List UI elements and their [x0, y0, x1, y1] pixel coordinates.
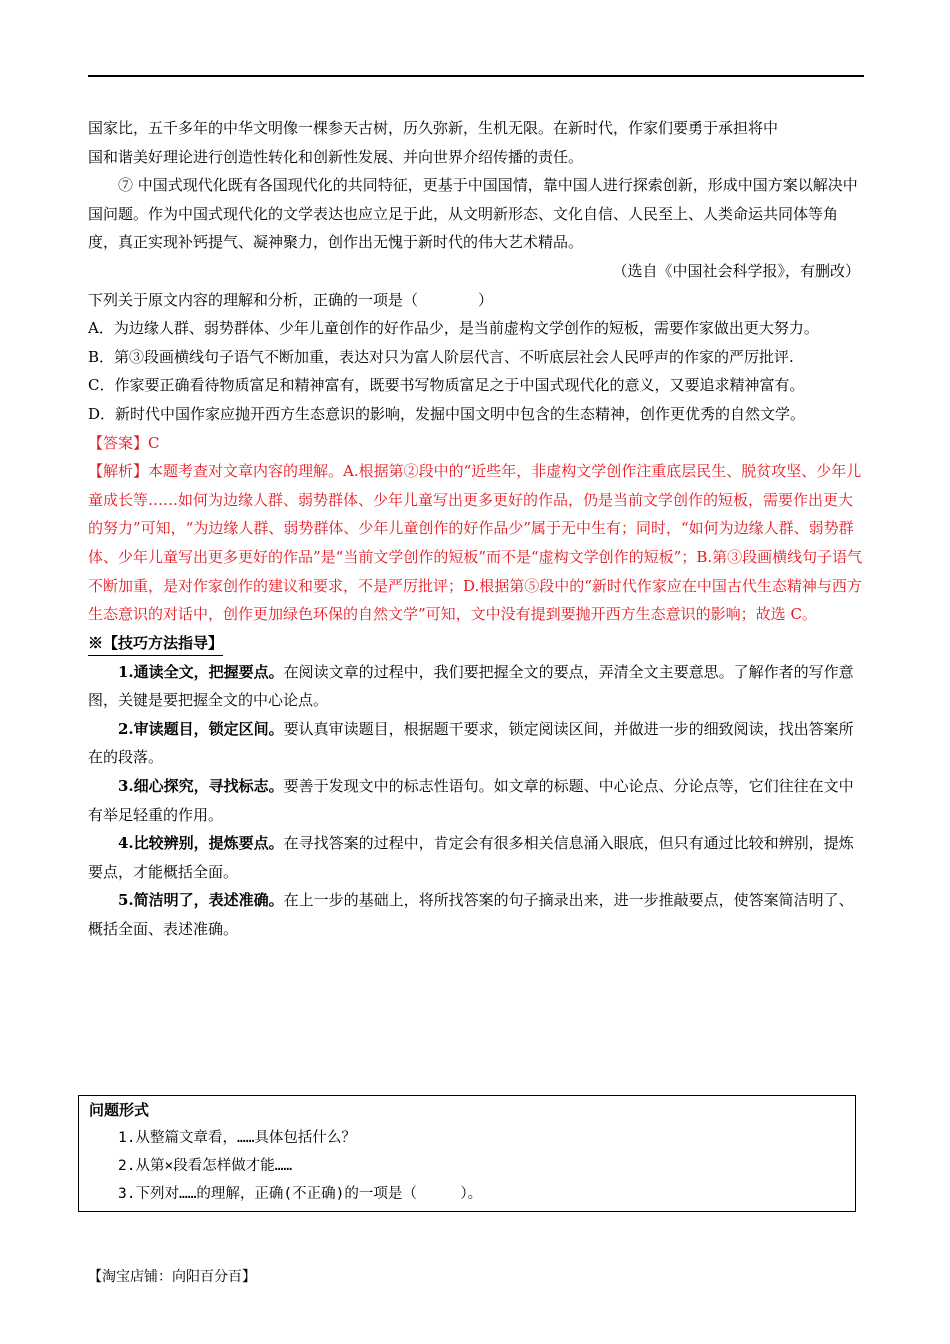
- passage-paragraph-7: ⑦ 中国式现代化既有各国现代化的共同特征，更基于中国国情，靠中国人进行探索创新，形成中国方案以解决中国问题。作为中国式现代化的文学表达也应立足于此，从文明新形态、文化自信、人民至上、人类命运共同体等角度，真正实现补钙提气、凝神聚力，创作出无愧于新时代的伟大艺术精品。: [88, 176, 858, 252]
- footer-shop-label: 【淘宝店铺：向阳百分百】: [88, 1269, 256, 1285]
- passage-line-2: 国和谐美好理论进行创造性转化和创新性发展、并向世界介绍传播的责任。: [88, 147, 584, 166]
- analysis-text: 本题考查对文章内容的理解。A.根据第②段中的“近些年，非虚构文学创作注重底层民生、脱贫攻坚、少年儿童成长等……如何为边缘人群、弱势群体、少年儿童写出更多更好的作品，仍是当前文学创作的短板，需要作出更大的努力”可知，“为边缘人群、弱势群体、少年儿童创作的好作品少”属于无中生有；同时，“如何为边缘人群、弱势群体、少年儿童写出更多更好的作品”是“当前文学创作的短板”而不是“虚构文学创作的短板”；B.第③段画横线句子语气不断加重，是对作家创作的建议和要求，不是严厉批评；D.根据第⑤段中的“新时代作家应在中国古代生态精神与西方生态意识的对话中，创作更加绿色环保的自然文学”可知，文中没有提到要抛开西方生态意识的影响；故选 C。: [88, 462, 863, 624]
- question-forms-box: [78, 1095, 856, 1212]
- analysis-label: 【解析】: [88, 462, 149, 481]
- tip-title: 3.细心探究，寻找标志。: [118, 777, 284, 796]
- tip-title: 4.比较辨别，提炼要点。: [118, 834, 284, 853]
- tip-item: [88, 886, 864, 943]
- option-c: C．作家要正确看待物质富足和精神富有，既要书写物质富足之于中国式现代化的意义，又要追求精神富有。: [88, 376, 805, 395]
- answer-value: C: [148, 433, 160, 452]
- page-content: [88, 114, 864, 944]
- tip-item: [88, 715, 864, 772]
- tips-heading: ※【技巧方法指导】: [88, 631, 223, 656]
- question-form-item: 3.下列对……的理解，正确(不正确)的一项是（ ）。: [118, 1186, 483, 1202]
- question-form-item: 1.从整篇文章看，……具体包括什么？: [118, 1130, 356, 1146]
- question-forms-title: 问题形式: [89, 1101, 150, 1119]
- tip-title: 1.通读全文，把握要点。: [118, 662, 284, 681]
- tip-item: [88, 772, 864, 829]
- passage-source: （选自《中国社会科学报》，有删改）: [612, 261, 860, 280]
- question-form-item: 2.从第×段看怎样做才能……: [118, 1158, 293, 1174]
- tip-item: [88, 829, 864, 886]
- answer-label: 【答案】: [88, 433, 149, 452]
- option-a: A．为边缘人群、弱势群体、少年儿童创作的好作品少，是当前虚构文学创作的短板，需要作家做出更大努力。: [88, 319, 819, 338]
- question-stem: 下列关于原文内容的理解和分析，正确的一项是（ ）: [88, 290, 494, 309]
- tip-text: 在上一步的基础上，将所找答案的句子摘录出来，进一步推敲要点，使答案简洁明了、概括全面、表述准确。: [88, 891, 854, 939]
- tip-item: [88, 658, 864, 715]
- answer-line: [88, 429, 864, 458]
- tip-text: 要善于发现文中的标志性语句。如文章的标题、中心论点、分论点等，它们往往在文中有举足轻重的作用。: [88, 777, 854, 824]
- header-rule: [88, 75, 864, 77]
- tip-title: 2.审读题目，锁定区间。: [118, 719, 284, 738]
- option-b: B．第③段画横线句子语气不断加重，表达对只为富人阶层代言、不听底层社会人民呼声的作家的严厉批评.: [88, 347, 794, 366]
- passage-line-1: 国家比，五千多年的中华文明像一棵参天古树，历久弥新，生机无限。在新时代，作家们要勇于承担将中: [88, 119, 779, 137]
- tip-text: 在阅读文章的过程中，我们要把握全文的要点，弄清全文主要意思。了解作者的写作意图，关键是要把握全文的中心论点。: [88, 662, 854, 710]
- analysis-paragraph: [88, 457, 864, 629]
- option-d: D．新时代中国作家应抛开西方生态意识的影响，发掘中国文明中包含的生态精神，创作更优秀的自然文学。: [88, 404, 806, 423]
- tip-text: 在寻找答案的过程中，肯定会有很多相关信息涌入眼底，但只有通过比较和辨别，提炼要点，才能概括全面。: [88, 834, 854, 881]
- tip-title: 5.简洁明了，表述准确。: [118, 891, 284, 910]
- tip-text: 要认真审读题目，根据题干要求，锁定阅读区间，并做进一步的细致阅读，找出答案所在的段落。: [88, 719, 854, 767]
